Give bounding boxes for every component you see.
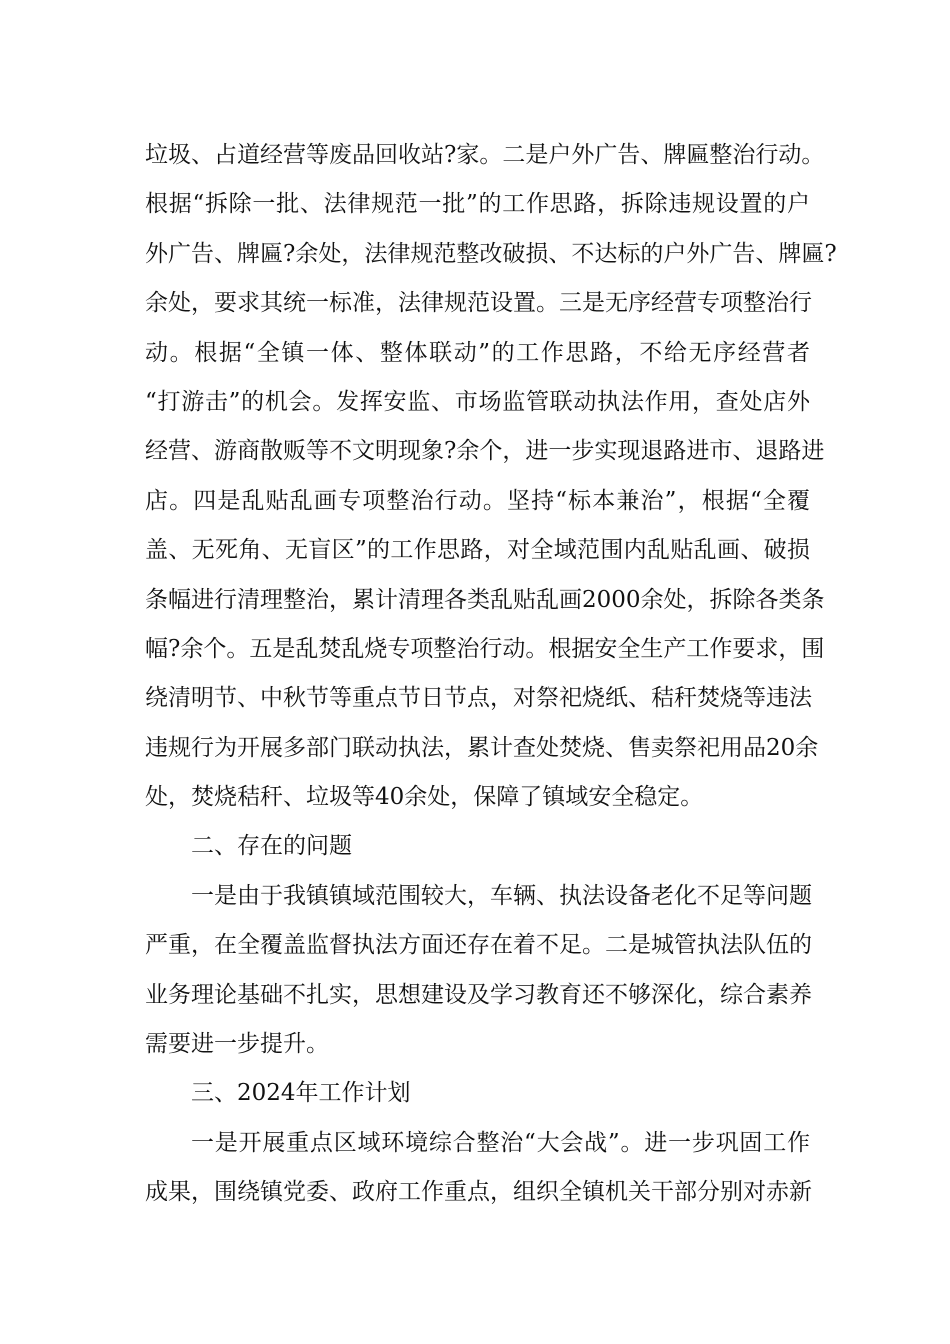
document-body (145, 131, 837, 1218)
text-line: 需要进一步提升。 (145, 1031, 329, 1058)
text-line: 外广告、牌匾?余处，法律规范整改破损、不达标的户外广告、牌匾? (145, 240, 837, 267)
paragraph-work-plan (145, 1119, 810, 1218)
text-line: “打游击”的机会。发挥安监、市场监管联动执法作用，查处店外 (145, 388, 810, 415)
text-line: 一是由于我镇镇域范围较大，车辆、执法设备老化不足等问题 (191, 882, 812, 909)
text-line: 垃圾、占道经营等废品回收站?家。二是户外广告、牌匾整治行动。 (145, 142, 825, 168)
text-line: 绕清明节、中秋节等重点节日节点，对祭祀烧纸、秸秆焚烧等违法 (145, 685, 812, 712)
section-heading-problems: 二、存在的问题 (191, 833, 352, 860)
text-line: 幅?余个。五是乱焚乱烧专项整治行动。根据安全生产工作要求，围 (145, 635, 825, 662)
text-line: 成果，围绕镇党委、政府工作重点，组织全镇机关干部分别对赤新 (145, 1179, 812, 1206)
text-line: 根据“拆除一批、法律规范一批”的工作思路，拆除违规设置的户 (145, 191, 810, 218)
paragraph-work-results (145, 131, 837, 822)
text-line: 余处，要求其统一标准，法律规范设置。三是无序经营专项整治行 (145, 290, 812, 317)
text-line: 条幅进行清理整治，累计清理各类乱贴乱画2000余处，拆除各类条 (145, 586, 825, 613)
section-heading-work-plan: 三、2024年工作计划 (191, 1080, 411, 1107)
text-line: 业务理论基础不扎实，思想建设及学习教育还不够深化，综合素养 (145, 981, 812, 1008)
text-line: 一是开展重点区域环境综合整治“大会战”。进一步巩固工作 (191, 1129, 810, 1156)
text-line: 违规行为开展多部门联动执法，累计查处焚烧、售卖祭祀用品20余 (145, 734, 819, 761)
paragraph-problems (145, 872, 810, 1070)
text-line: 经营、游商散贩等不文明现象?余个，进一步实现退路进市、退路进 (145, 438, 825, 465)
text-line: 盖、无死角、无盲区”的工作思路，对全域范围内乱贴乱画、破损 (145, 537, 810, 564)
text-line: 店。四是乱贴乱画专项整治行动。坚持“标本兼治”，根据“全覆 (145, 487, 810, 514)
text-line: 动。根据“全镇一体、整体联动”的工作思路，不给无序经营者 (145, 339, 810, 366)
text-line: 处，焚烧秸秆、垃圾等40余处，保障了镇域安全稳定。 (145, 784, 704, 811)
text-line: 严重，在全覆盖监督执法方面还存在着不足。二是城管执法队伍的 (145, 932, 812, 959)
